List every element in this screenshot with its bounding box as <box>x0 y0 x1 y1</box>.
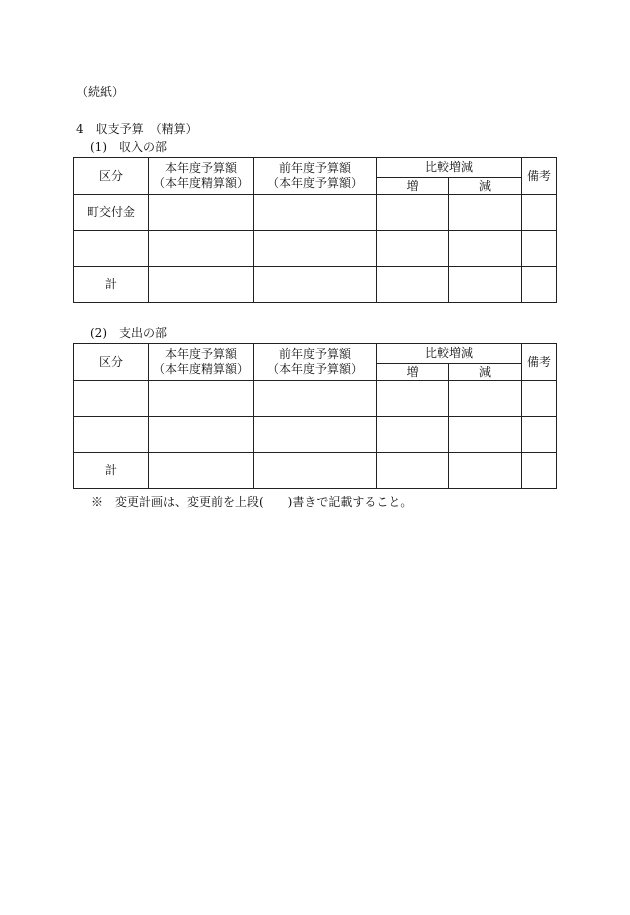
prev-year-header-line2: （本年度予算額） <box>266 362 363 376</box>
cell[interactable] <box>449 195 522 231</box>
current-year-header-line1: 本年度予算額 <box>164 347 237 361</box>
section-heading: 4 収支予算 （精算） <box>76 122 198 136</box>
table-row <box>74 231 557 267</box>
cell[interactable] <box>449 453 522 489</box>
cell[interactable] <box>377 231 449 267</box>
cell[interactable] <box>522 195 557 231</box>
cell[interactable] <box>149 417 254 453</box>
cell[interactable] <box>377 381 449 417</box>
cell[interactable] <box>522 381 557 417</box>
table-row <box>74 195 557 231</box>
prev-year-header-line1: 前年度予算額 <box>278 161 351 175</box>
current-year-header <box>149 158 254 195</box>
cell[interactable] <box>254 267 377 303</box>
cell[interactable]: 計 <box>74 453 149 489</box>
cell[interactable]: 計 <box>74 267 149 303</box>
cell[interactable] <box>149 267 254 303</box>
cell[interactable] <box>149 231 254 267</box>
prev-year-header-line1: 前年度予算額 <box>278 347 351 361</box>
cell[interactable] <box>377 453 449 489</box>
cell[interactable] <box>254 417 377 453</box>
current-year-header <box>149 344 254 381</box>
remarks-header: 備考 <box>522 344 557 381</box>
category-header: 区分 <box>74 344 149 381</box>
cell[interactable] <box>254 453 377 489</box>
continuation-label: （続紙） <box>76 85 125 99</box>
total-row <box>74 267 557 303</box>
increase-header: 増 <box>377 364 449 381</box>
table-row <box>74 417 557 453</box>
decrease-header: 減 <box>449 364 522 381</box>
prev-year-header <box>254 344 377 381</box>
cell[interactable] <box>522 417 557 453</box>
footnote: ※ 変更計画は、変更前を上段( )書きで記載すること。 <box>91 495 413 509</box>
expense-table <box>73 343 557 489</box>
cell[interactable] <box>522 231 557 267</box>
cell[interactable] <box>522 267 557 303</box>
total-row <box>74 453 557 489</box>
cell[interactable] <box>149 381 254 417</box>
prev-year-header <box>254 158 377 195</box>
cell[interactable] <box>377 417 449 453</box>
cell[interactable] <box>449 381 522 417</box>
expense-header-row <box>74 344 557 364</box>
income-header-row <box>74 158 557 178</box>
table-row <box>74 381 557 417</box>
comparison-header: 比較増減 <box>377 344 522 364</box>
cell[interactable] <box>522 453 557 489</box>
cell[interactable] <box>254 381 377 417</box>
cell[interactable] <box>449 267 522 303</box>
cell[interactable] <box>449 231 522 267</box>
remarks-header: 備考 <box>522 158 557 195</box>
expense-heading: (2) 支出の部 <box>90 326 167 340</box>
current-year-header-line1: 本年度予算額 <box>164 161 237 175</box>
cell[interactable] <box>377 267 449 303</box>
cell[interactable] <box>74 417 149 453</box>
current-year-header-line2: （本年度精算額） <box>152 176 249 190</box>
comparison-header: 比較増減 <box>377 158 522 178</box>
cell[interactable] <box>149 453 254 489</box>
cell[interactable] <box>449 417 522 453</box>
cell[interactable] <box>149 195 254 231</box>
decrease-header: 減 <box>449 178 522 195</box>
increase-header: 増 <box>377 178 449 195</box>
current-year-header-line2: （本年度精算額） <box>152 362 249 376</box>
cell[interactable] <box>74 381 149 417</box>
prev-year-header-line2: （本年度予算額） <box>266 176 363 190</box>
cell[interactable] <box>74 231 149 267</box>
cell[interactable]: 町交付金 <box>74 195 149 231</box>
cell[interactable] <box>377 195 449 231</box>
cell[interactable] <box>254 195 377 231</box>
income-table <box>73 157 557 303</box>
cell[interactable] <box>254 231 377 267</box>
category-header: 区分 <box>74 158 149 195</box>
income-heading: (1) 収入の部 <box>90 140 167 154</box>
